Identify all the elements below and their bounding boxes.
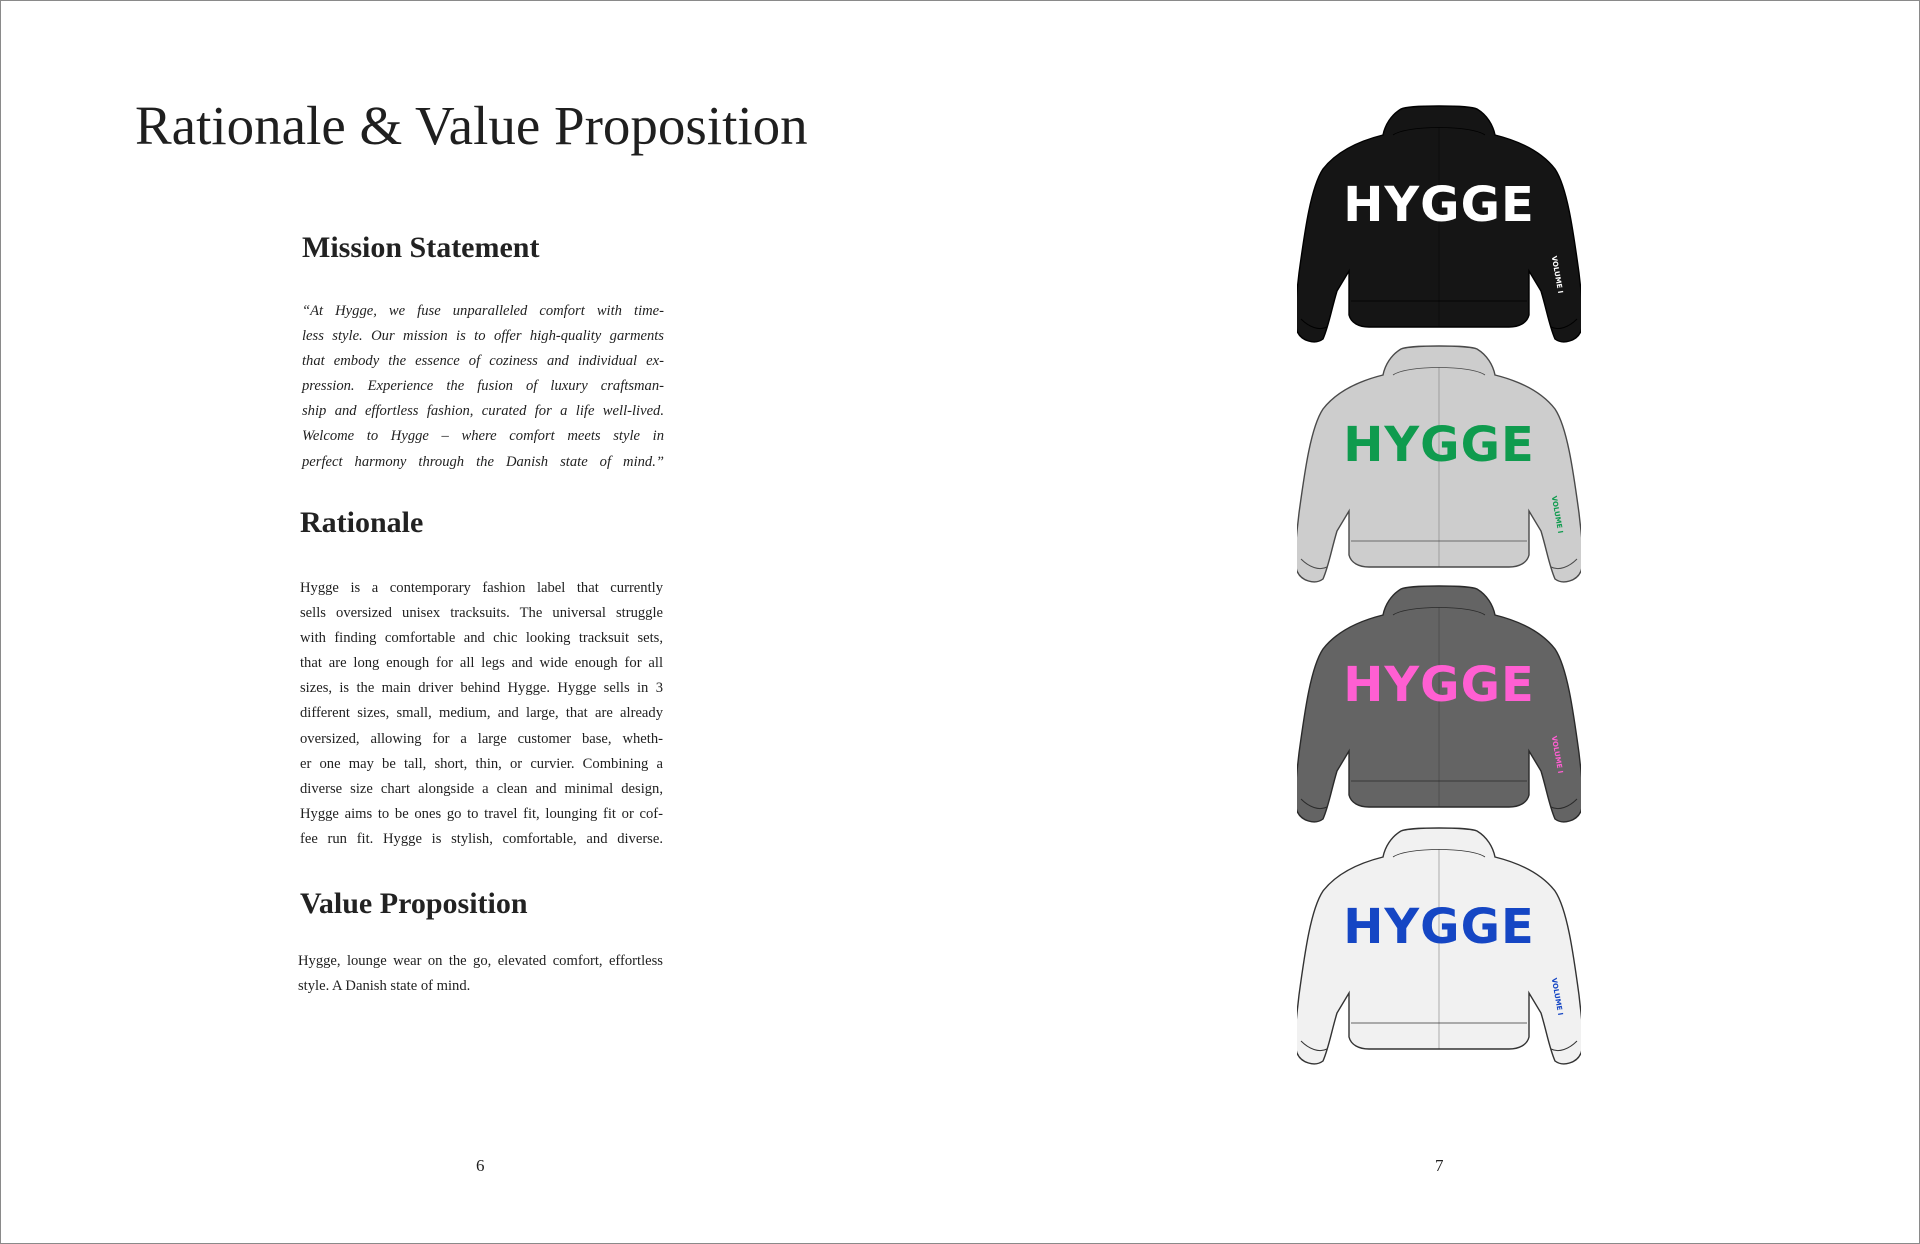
value-proposition-text: [298, 949, 663, 999]
rationale-heading: Rationale: [300, 506, 424, 539]
rationale-line: er one may be tall, short, thin, or curvier. Combining a: [300, 755, 663, 772]
rationale-text: [300, 576, 663, 852]
page-number-left: 6: [476, 1156, 485, 1175]
sleeve-text: VOLUME I: [1549, 495, 1565, 535]
sleeve-text: VOLUME I: [1549, 977, 1565, 1017]
sleeve-text: VOLUME I: [1549, 255, 1565, 295]
hoodie-svg: [1297, 585, 1581, 827]
rationale-line: Hygge aims to be ones go to travel fit, lounging fit or cof-: [300, 805, 663, 822]
rationale-line: that are long enough for all legs and wide enough for all: [300, 655, 663, 672]
hoodie-svg: [1297, 827, 1581, 1069]
hoodie-svg: [1297, 105, 1581, 347]
rationale-line: different sizes, small, medium, and large, that are already: [300, 705, 663, 722]
mission-line: ship and effortless fashion, curated for a life well-lived.: [302, 403, 664, 420]
mission-line: Welcome to Hygge – where comfort meets style in: [302, 428, 664, 445]
mission-line: “At Hygge, we fuse unparalleled comfort with time-: [302, 303, 664, 319]
hoodie-logo-text: HYGGE: [1343, 177, 1535, 233]
hoodie-logo-text: HYGGE: [1343, 899, 1535, 955]
mission-line: pression. Experience the fusion of luxury craftsman-: [302, 378, 664, 395]
hoodie-svg: [1297, 345, 1581, 587]
hoodie-illustration-white: [1297, 827, 1581, 1069]
mission-line: less style. Our mission is to offer high-quality garments: [302, 328, 664, 345]
mission-line: that embody the essence of coziness and individual ex-: [302, 353, 664, 370]
mission-heading: Mission Statement: [302, 231, 540, 264]
sleeve-text: VOLUME I: [1549, 735, 1565, 775]
rationale-line: fee run fit. Hygge is stylish, comfortable, and diverse.: [300, 830, 663, 847]
value-proposition-line: Hygge, lounge wear on the go, elevated comfort, effortless: [298, 953, 663, 969]
rationale-line: diverse size chart alongside a clean and minimal design,: [300, 780, 663, 797]
page-number-right: 7: [1435, 1156, 1444, 1175]
rationale-line: sizes, is the main driver behind Hygge. Hygge sells in 3: [300, 680, 663, 697]
hoodie-logo-text: HYGGE: [1343, 657, 1535, 713]
hoodie-illustration-light-grey: [1297, 345, 1581, 587]
hoodie-illustration-black: [1297, 105, 1581, 347]
rationale-line: oversized, allowing for a large customer base, wheth-: [300, 730, 663, 747]
mission-statement-text: [302, 299, 664, 475]
hoodie-illustration-dark-grey: [1297, 585, 1581, 827]
rationale-line: with finding comfortable and chic looking tracksuit sets,: [300, 630, 663, 647]
mission-line: perfect harmony through the Danish state of mind.”: [302, 453, 664, 470]
rationale-line: sells oversized unisex tracksuits. The universal struggle: [300, 605, 663, 622]
rationale-line: Hygge is a contemporary fashion label that currently: [300, 580, 663, 596]
page-title: Rationale & Value Proposition: [135, 95, 808, 156]
hoodie-logo-text: HYGGE: [1343, 417, 1535, 473]
value-proposition-heading: Value Proposition: [300, 887, 528, 920]
value-proposition-line: style. A Danish state of mind.: [298, 978, 471, 995]
